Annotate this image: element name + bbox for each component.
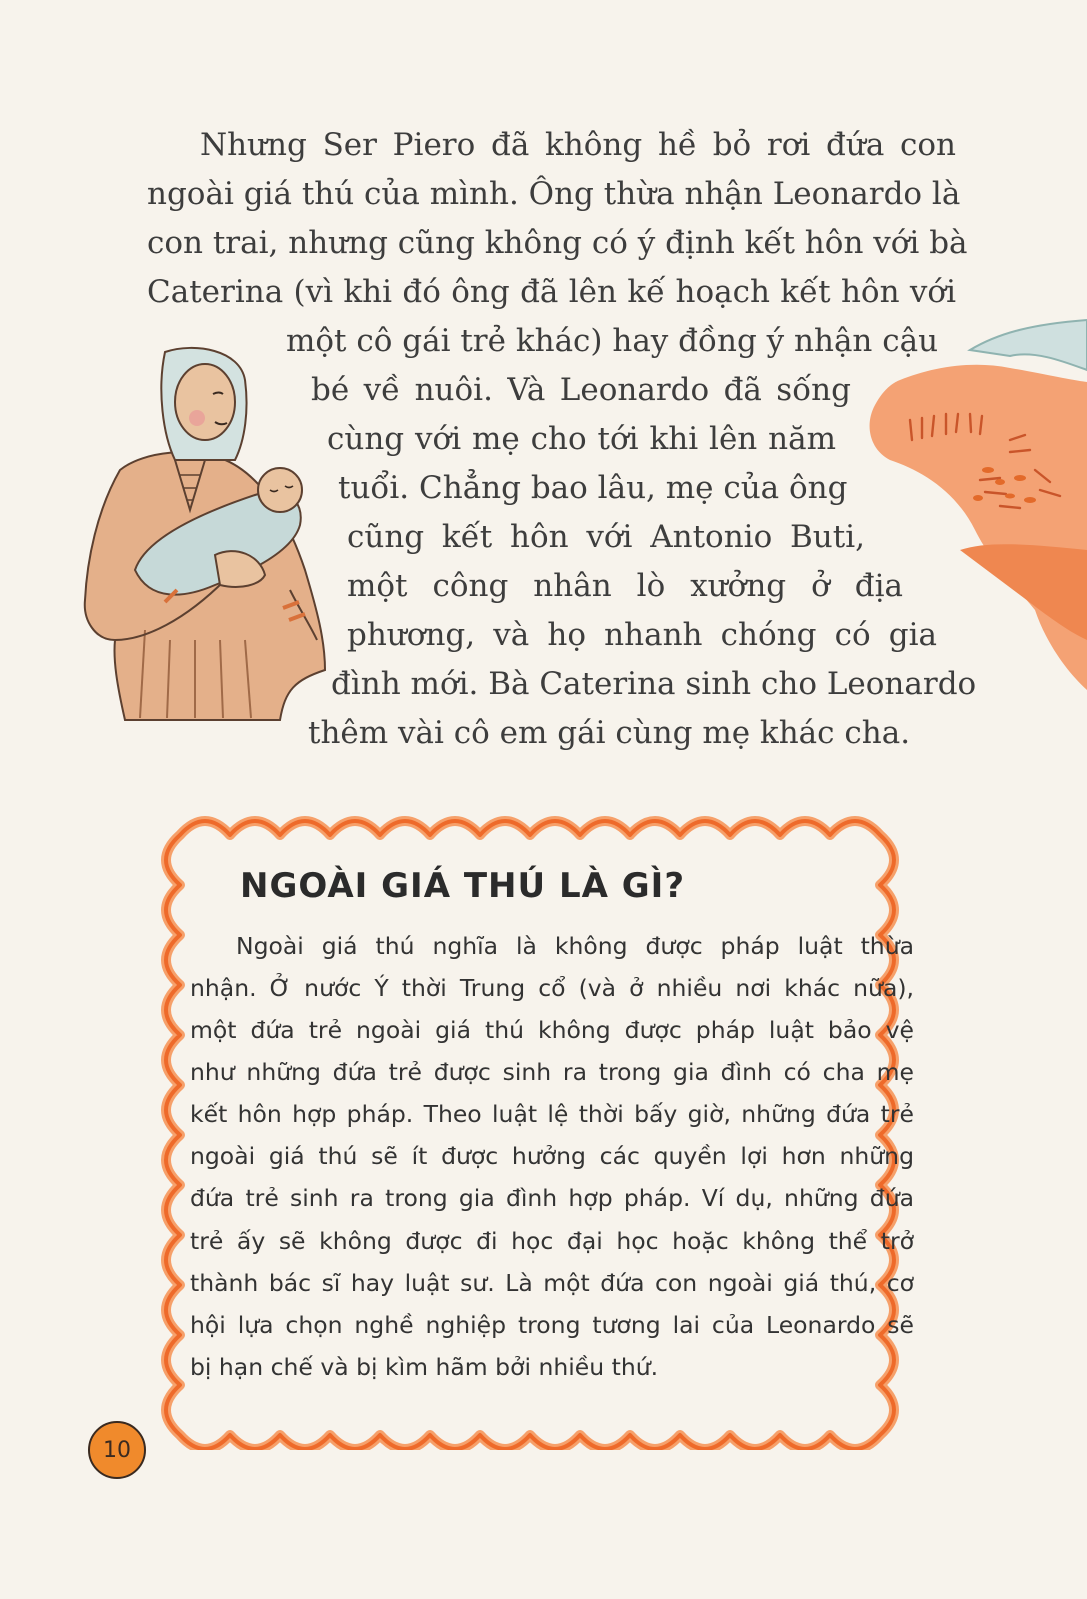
story-line: bé về nuôi. Và Leonardo đã sống [311,372,851,408]
story-line: Caterina (vì khi đó ông đã lên kế hoạch kết hôn với [147,274,956,310]
page-number: 10 [88,1421,146,1479]
info-box-line: như những đứa trẻ được sinh ra trong gia đình có cha mẹ [190,1058,914,1086]
story-line: cùng với mẹ cho tới khi lên năm [327,421,836,457]
info-box-line: ngoài giá thú sẽ ít được hưởng các quyền lợi hơn những [190,1142,914,1170]
info-box-line: thành bác sĩ hay luật sư. Là một đứa con ngoài giá thú, cơ [190,1269,914,1297]
info-box-line: nhận. Ở nước Ý thời Trung cổ (và ở nhiều nơi khác nữa), [190,974,914,1002]
story-line: ngoài giá thú của mình. Ông thừa nhận Leonardo là [147,176,961,212]
story-line: một cô gái trẻ khác) hay đồng ý nhận cậu [286,323,939,359]
story-line: một công nhân lò xưởng ở địa [347,568,903,604]
info-box-line: Ngoài giá thú nghĩa là không được pháp luật thừa [236,932,914,960]
info-box-title: NGOÀI GIÁ THÚ LÀ GÌ? [240,866,686,906]
info-box-line: trẻ ấy sẽ không được đi học đại học hoặc không thể trở [190,1227,914,1255]
info-box-line: một đứa trẻ ngoài giá thú không được pháp luật bảo vệ [190,1016,914,1044]
mother-holding-baby-illustration [55,340,345,730]
story-line: thêm vài cô em gái cùng mẹ khác cha. [308,715,911,751]
story-line: con trai, nhưng cũng không có ý định kết hôn với bà [147,225,968,261]
story-line: cũng kết hôn với Antonio Buti, [347,519,865,555]
info-box-line: đứa trẻ sinh ra trong gia đình hợp pháp. Ví dụ, những đứa [190,1184,914,1212]
story-line: đình mới. Bà Caterina sinh cho Leonardo [331,666,977,702]
info-box-line: kết hôn hợp pháp. Theo luật lệ thời bấy giờ, những đứa trẻ [190,1100,914,1128]
info-box-line: bị hạn chế và bị kìm hãm bởi nhiều thứ. [190,1353,659,1381]
story-line: tuổi. Chẳng bao lâu, mẹ của ông [338,470,848,506]
info-box-line: hội lựa chọn nghề nghiệp trong tương lai của Leonardo sẽ [190,1311,914,1339]
story-line: Nhưng Ser Piero đã không hề bỏ rơi đứa con [200,127,956,163]
story-line: phương, và họ nhanh chóng có gia [347,617,937,653]
